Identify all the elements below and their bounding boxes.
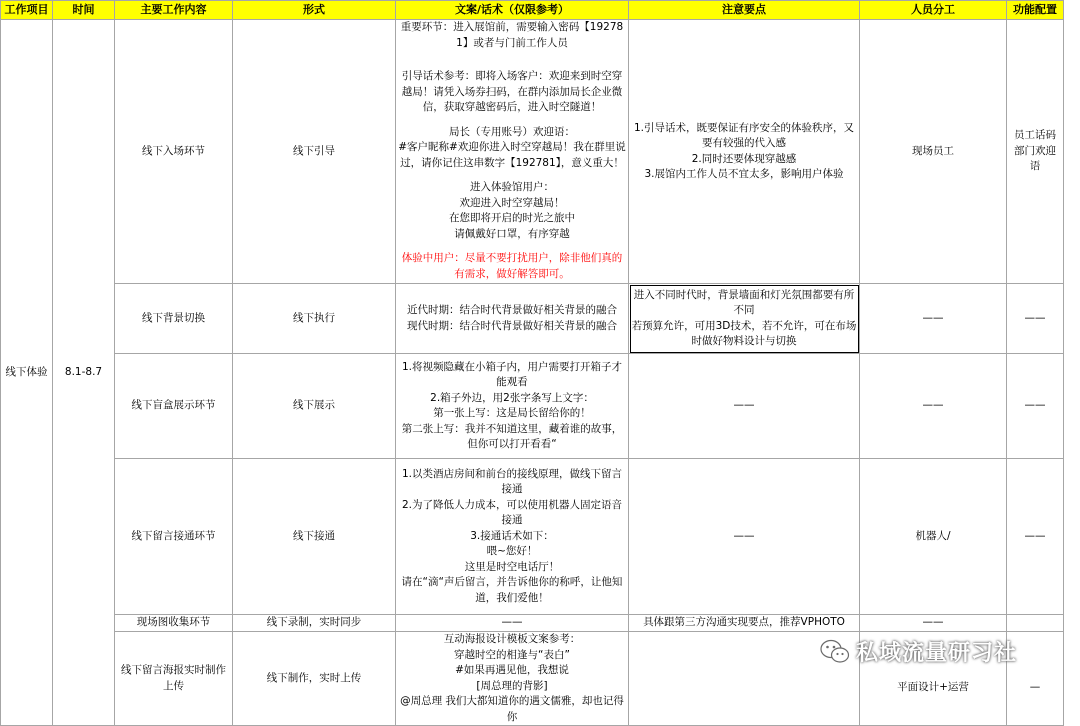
copy-line: 欢迎进入时空穿越局！ — [459, 196, 565, 209]
header-copy[interactable]: 文案/话术（仅限参考） — [396, 1, 629, 20]
copy-line: 在您即将开启的时光之旅中 — [449, 212, 575, 224]
copy-line: 互动海报设计模板文案参考： — [443, 633, 581, 645]
cell-config[interactable]: —— — [1007, 284, 1064, 354]
copy-line: 第二张上写：我并不知道这里，藏着谁的故事，但你可以打开看看“ — [401, 422, 623, 450]
copy-line: 喂~您好！ — [486, 545, 538, 558]
copy-line: 第一张上写：这是局长留给你的！ — [433, 407, 591, 419]
copy-line: 局长（专用账号）欢迎语： — [449, 125, 575, 138]
note-line: 2.同时还要体现穿越感 — [691, 152, 797, 165]
cell-project[interactable]: 线下体验 — [1, 20, 53, 726]
note-line: 3.展馆内工作人员不宜太多，影响用户体验 — [644, 168, 844, 180]
copy-line: 这里是时空电话厅！ — [464, 560, 560, 573]
cell-form[interactable]: 线下接通 — [233, 459, 396, 615]
table-row — [1, 354, 1064, 459]
note-line: 1.引导话术，既要保证有序安全的体验秩序，又要有较强的代入感 — [633, 121, 855, 149]
header-form[interactable]: 形式 — [233, 1, 396, 20]
cell-notes[interactable]: —— — [629, 354, 860, 459]
watermark-text: 私域流量研习社 — [856, 641, 1018, 666]
note-line: 进入不同时代时，背景墙面和灯光氛围都要有所不同 — [633, 288, 855, 316]
cell-content[interactable]: 线下入场环节 — [115, 20, 233, 284]
cell-config[interactable]: —— — [1007, 459, 1064, 615]
header-staff[interactable]: 人员分工 — [860, 1, 1007, 20]
table-row — [1, 284, 1064, 354]
copy-line: 进入体验馆用户： — [470, 181, 554, 193]
cell-staff[interactable]: —— — [860, 354, 1007, 459]
cell-content[interactable]: 线下盲盒展示环节 — [115, 354, 233, 459]
cell-staff[interactable]: 现场员工 — [860, 20, 1007, 284]
copy-line: #客户昵称#欢迎你进入时空穿越局！我在群里说过，请你记住这串数字【192781】，意义重大！ — [398, 141, 626, 169]
copy-line — [398, 51, 626, 60]
cell-form[interactable]: 线下引导 — [233, 20, 396, 284]
copy-line: @周总理 我们大都知道你的遇文儒雅，却也记得你 — [400, 695, 624, 723]
copy-line: 引导话术参考：即将入场客户：欢迎来到时空穿越局！请凭入场券扫码，在群内添加局长企业微信，获取穿越密码后，进入时空隧道！ — [401, 70, 623, 113]
table-row — [1, 615, 1064, 632]
header-config[interactable]: 功能配置 — [1007, 1, 1064, 20]
cell-form[interactable]: 线下录制，实时同步 — [233, 615, 396, 632]
header-project[interactable]: 工作项目 — [1, 1, 53, 20]
copy-line-warning: 体验中用户：尽量不要打扰用户，除非他们真的有需求，做好解答即可。 — [401, 252, 623, 280]
copy-line: [周总理的背影] — [476, 679, 548, 692]
copy-line: 1.将视频隐藏在小箱子内，用户需要打开箱子才能观看 — [401, 360, 623, 388]
cell-notes[interactable] — [629, 20, 860, 284]
header-time[interactable]: 时间 — [53, 1, 115, 20]
copy-line: 请在“滴“声后留言，并告诉他你的称呼，让他知道，我们爱他！ — [401, 576, 623, 604]
watermark — [820, 636, 1017, 667]
cell-copy[interactable] — [396, 20, 629, 284]
cell-content[interactable]: 线下留言接通环节 — [115, 459, 233, 615]
cell-staff[interactable]: 平面设计+运营 — [860, 632, 1007, 726]
cell-config[interactable] — [1007, 615, 1064, 632]
cell-config[interactable]: — — [1007, 632, 1064, 726]
cell-copy[interactable] — [396, 354, 629, 459]
copy-line — [398, 242, 626, 251]
cell-form[interactable]: 线下展示 — [233, 354, 396, 459]
cell-content[interactable]: 线下背景切换 — [115, 284, 233, 354]
copy-line: 1.以类酒店房间和前台的接线原理，做线下留言接通 — [401, 467, 623, 496]
copy-line: 2.箱子外边，用2张字条写上文字： — [430, 391, 594, 404]
copy-line: 穿越时空的相逢与“表白” — [454, 648, 570, 661]
cell-form[interactable]: 线下制作，实时上传 — [233, 632, 396, 726]
cell-copy[interactable] — [396, 459, 629, 615]
cell-copy[interactable]: —— — [396, 615, 629, 632]
copy-line: 重要环节：进入展馆前，需要输入密码【192781】或者与门前工作人员 — [400, 21, 624, 49]
copy-line — [398, 116, 626, 125]
cell-time[interactable]: 8.1-8.7 — [53, 20, 115, 726]
cell-staff[interactable]: —— — [860, 615, 1007, 632]
cell-notes[interactable]: 具体跟第三方沟通实现要点，推荐VPHOTO — [629, 615, 860, 632]
cell-notes[interactable]: —— — [629, 459, 860, 615]
cell-config[interactable]: 员工话码部门欢迎语 — [1007, 20, 1064, 284]
note-line: 若预算允许，可用3D技术，若不允许，可在布场时做好物料设计与切换 — [631, 319, 857, 347]
cell-staff[interactable]: —— — [860, 284, 1007, 354]
cell-staff[interactable]: 机器人/ — [860, 459, 1007, 615]
cell-config[interactable]: —— — [1007, 354, 1064, 459]
header-notes[interactable]: 注意要点 — [629, 1, 860, 20]
table-row — [1, 459, 1064, 615]
cell-copy[interactable] — [396, 284, 629, 354]
copy-line: 请佩戴好口罩，有序穿越 — [454, 227, 570, 240]
copy-line: 3.接通话术如下： — [470, 529, 554, 542]
cell-content[interactable]: 线下留言海报实时制作上传 — [115, 632, 233, 726]
copy-line: #如果再遇见他，我想说 — [455, 664, 569, 676]
header-row — [1, 1, 1064, 20]
copy-line — [398, 60, 626, 69]
cell-copy[interactable] — [396, 632, 629, 726]
header-content[interactable]: 主要工作内容 — [115, 1, 233, 20]
wechat-icon — [820, 639, 850, 665]
copy-line: 2.为了降低人力成本，可以使用机器人固定语音接通 — [401, 498, 623, 527]
table-row — [1, 20, 1064, 284]
cell-form[interactable]: 线下执行 — [233, 284, 396, 354]
copy-line: 近代时期：结合时代背景做好相关背景的融合 — [407, 304, 617, 316]
cell-content[interactable]: 现场图收集环节 — [115, 615, 233, 632]
copy-line — [398, 171, 626, 180]
cell-notes-selected[interactable] — [629, 284, 860, 354]
copy-line: 现代时期：结合时代背景做好相关背景的融合 — [407, 319, 617, 332]
